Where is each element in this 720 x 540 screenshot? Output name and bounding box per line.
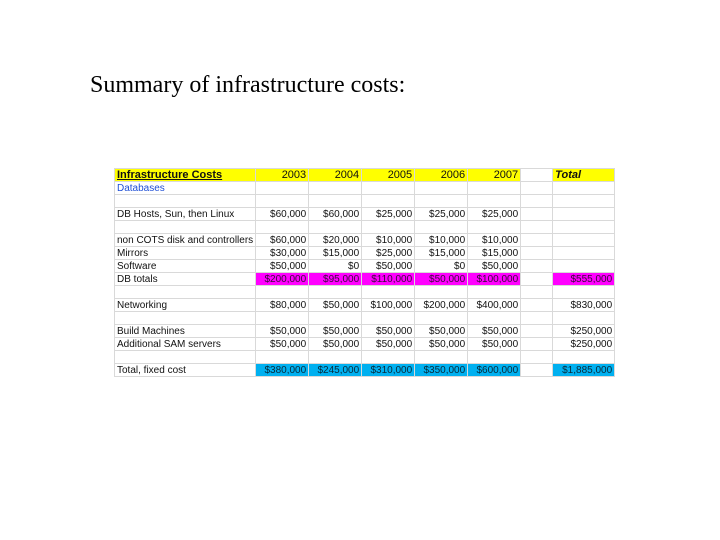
cell-value: $25,000 (362, 247, 415, 260)
table-row (115, 299, 615, 312)
cell-value: $110,000 (362, 273, 415, 286)
row-total: $830,000 (553, 299, 615, 312)
year-header: 2006 (415, 169, 468, 182)
cell-value: $50,000 (468, 260, 521, 273)
cell-value: $60,000 (256, 208, 309, 221)
row-label: non COTS disk and controllers (115, 234, 256, 247)
year-header: 2004 (309, 169, 362, 182)
row-label: Total, fixed cost (115, 364, 256, 377)
row-label: Software (115, 260, 256, 273)
fixed-cost-row (115, 364, 615, 377)
cell-value: $20,000 (309, 234, 362, 247)
cell-value: $15,000 (309, 247, 362, 260)
db-totals-row (115, 273, 615, 286)
table-row (115, 260, 615, 273)
cell-value: $25,000 (415, 208, 468, 221)
cell-value: $100,000 (468, 273, 521, 286)
spacer-cell (521, 169, 553, 182)
cell-value: $50,000 (309, 325, 362, 338)
cell-value: $50,000 (309, 338, 362, 351)
section-row (115, 182, 615, 195)
cell-value: $380,000 (256, 364, 309, 377)
cell-value: $30,000 (256, 247, 309, 260)
cell-value: $50,000 (256, 325, 309, 338)
cell-value: $245,000 (309, 364, 362, 377)
cell-value: $10,000 (362, 234, 415, 247)
cell-value: $25,000 (468, 208, 521, 221)
year-header: 2007 (468, 169, 521, 182)
row-total (553, 247, 615, 260)
year-header: 2003 (256, 169, 309, 182)
total-header: Total (553, 169, 615, 182)
header-row (115, 169, 615, 182)
table-row (115, 338, 615, 351)
cell-value: $25,000 (362, 208, 415, 221)
cell-value: $50,000 (256, 338, 309, 351)
row-total: $555,000 (553, 273, 615, 286)
cell-value: $15,000 (468, 247, 521, 260)
cell-value: $200,000 (256, 273, 309, 286)
year-header: 2005 (362, 169, 415, 182)
cell-value: $50,000 (415, 338, 468, 351)
row-total (553, 208, 615, 221)
row-label: Additional SAM servers (115, 338, 256, 351)
cell-value: $600,000 (468, 364, 521, 377)
row-total (553, 234, 615, 247)
cell-value: $400,000 (468, 299, 521, 312)
cell-value: $80,000 (256, 299, 309, 312)
slide-title: Summary of infrastructure costs: (90, 72, 406, 98)
cell-value: $95,000 (309, 273, 362, 286)
row-total: $250,000 (553, 325, 615, 338)
cell-value: $15,000 (415, 247, 468, 260)
table-row (115, 208, 615, 221)
cell-value: $50,000 (309, 299, 362, 312)
row-label: Networking (115, 299, 256, 312)
cell-value: $50,000 (415, 325, 468, 338)
cell-value: $10,000 (468, 234, 521, 247)
cell-value: $10,000 (415, 234, 468, 247)
row-label: Mirrors (115, 247, 256, 260)
cell-value: $0 (309, 260, 362, 273)
row-total: $250,000 (553, 338, 615, 351)
cell-value: $60,000 (256, 234, 309, 247)
costs-table (114, 168, 615, 377)
infrastructure-costs-spreadsheet (114, 168, 615, 377)
cell-value: $350,000 (415, 364, 468, 377)
cell-value: $60,000 (309, 208, 362, 221)
table-row (115, 234, 615, 247)
cell-value: $0 (415, 260, 468, 273)
cell-value: $100,000 (362, 299, 415, 312)
row-label: DB Hosts, Sun, then Linux (115, 208, 256, 221)
cell-value: $50,000 (468, 325, 521, 338)
row-label: DB totals (115, 273, 256, 286)
cell-value: $50,000 (362, 260, 415, 273)
cell-value: $50,000 (362, 325, 415, 338)
cell-value: $50,000 (256, 260, 309, 273)
cell-value: $50,000 (468, 338, 521, 351)
table-header-label: Infrastructure Costs (115, 169, 256, 182)
row-total: $1,885,000 (553, 364, 615, 377)
table-row (115, 247, 615, 260)
cell-value: $200,000 (415, 299, 468, 312)
cell-value: $50,000 (362, 338, 415, 351)
section-label-databases: Databases (115, 182, 256, 195)
row-total (553, 260, 615, 273)
cell-value: $50,000 (415, 273, 468, 286)
row-label: Build Machines (115, 325, 256, 338)
table-row (115, 325, 615, 338)
cell-value: $310,000 (362, 364, 415, 377)
